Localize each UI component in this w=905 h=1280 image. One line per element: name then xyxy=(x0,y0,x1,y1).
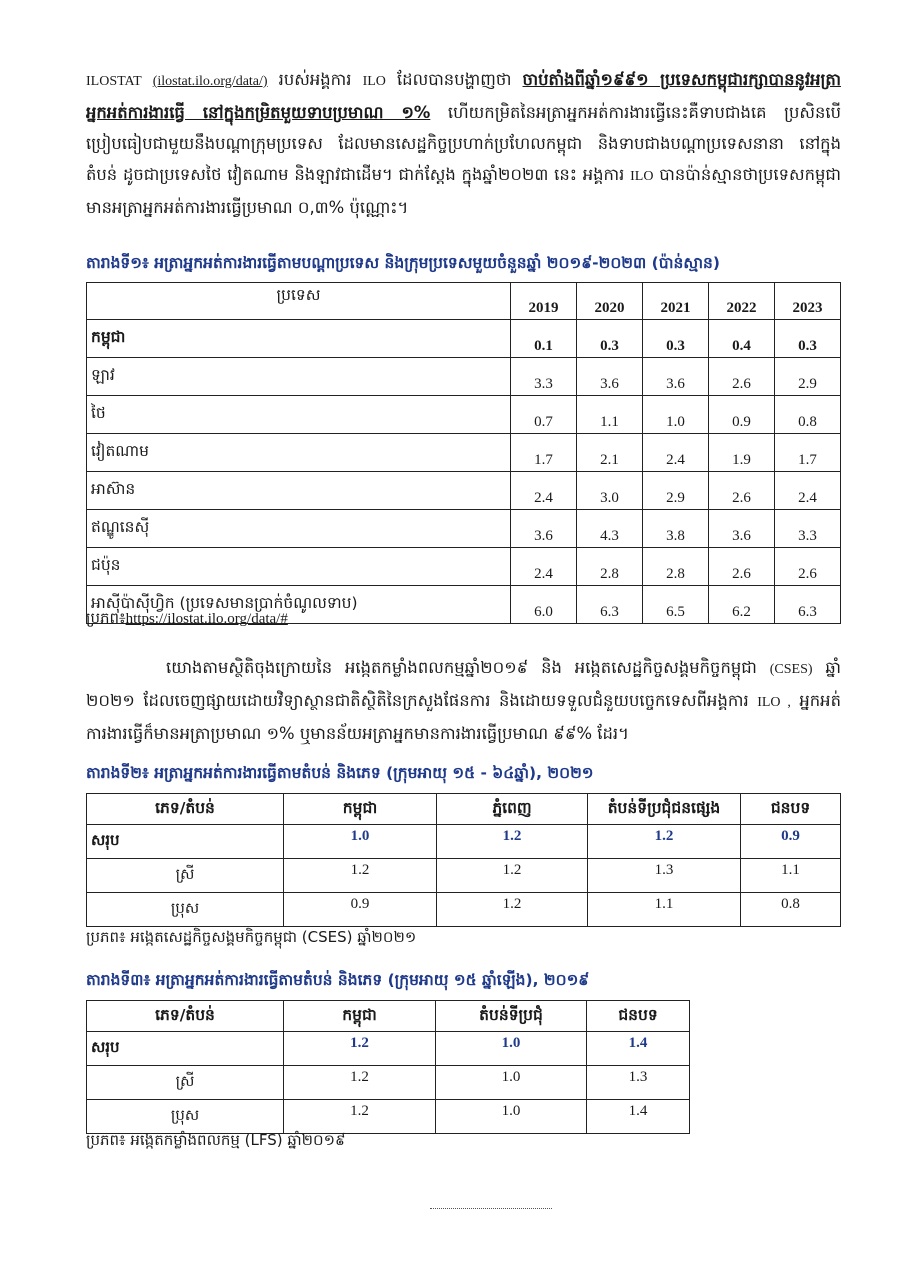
cell-value: 1.2 xyxy=(588,825,741,859)
table2-header-row xyxy=(87,794,841,825)
column-header: ជនបទ xyxy=(741,794,841,825)
cell-value: 6.2 xyxy=(709,586,775,624)
cell-value: 2.8 xyxy=(577,548,643,586)
column-header: ភេទ/តំបន់ xyxy=(87,1001,284,1032)
cell-value: 1.9 xyxy=(709,434,775,472)
column-header: ភេទ/តំបន់ xyxy=(87,794,284,825)
table-row xyxy=(87,548,841,586)
cell-value: 3.6 xyxy=(709,510,775,548)
cell-value: 3.8 xyxy=(643,510,709,548)
table2 xyxy=(86,793,841,927)
table1-year: 2019 xyxy=(511,283,577,320)
ilo-label: ILO xyxy=(362,74,386,89)
cell-value: 1.1 xyxy=(741,859,841,893)
intro-highlight: ចាប់តាំងពីឆ្នាំ១៩៩១ ប្រទេសកម្ពុជារក្សាបាននូវអត្រាអ្នកអត់ការងារធ្វើ នៅក្នុងកម្រិតមួយទាបប្រមាណ ១% xyxy=(86,70,842,122)
column-header: កម្ពុជា xyxy=(284,794,437,825)
table-row xyxy=(87,472,841,510)
table-row xyxy=(87,859,841,893)
row-label: ប្រុស xyxy=(87,893,284,927)
cell-value: 1.7 xyxy=(511,434,577,472)
table1-year: 2021 xyxy=(643,283,709,320)
table-row xyxy=(87,358,841,396)
table-row xyxy=(87,434,841,472)
cell-value: 0.3 xyxy=(775,320,841,358)
paragraph-2 xyxy=(86,652,841,749)
cell-value: 0.3 xyxy=(643,320,709,358)
source-link[interactable]: https://ilostat.ilo.org/data/# xyxy=(125,611,288,627)
table3-header-row xyxy=(87,1001,690,1032)
cell-value: 2.9 xyxy=(775,358,841,396)
cell-value: 1.1 xyxy=(577,396,643,434)
table1-source xyxy=(86,609,288,631)
cell-value: 1.2 xyxy=(284,1066,436,1100)
row-label: សរុប xyxy=(87,825,284,859)
cell-value: 1.2 xyxy=(437,825,588,859)
table1-country-header: ប្រទេស xyxy=(87,283,511,320)
table2-caption: តារាងទី២៖ អត្រាអ្នកអត់ការងារធ្វើតាមតំបន់ និងភេទ (ក្រុមអាយុ ១៥ - ៦៤ឆ្នាំ), ២០២១ xyxy=(86,764,594,782)
cell-value: 1.3 xyxy=(587,1066,690,1100)
table-row xyxy=(87,510,841,548)
column-header: កម្ពុជា xyxy=(284,1001,436,1032)
cses-label: (CSES) xyxy=(769,662,813,677)
table-row xyxy=(87,396,841,434)
cell-value: 3.3 xyxy=(511,358,577,396)
para2-text-2: ឆ្នាំ ២០២១ ដែលចេញផ្សាយដោយវិទ្យាស្ថានជាតិស្ថិតិនៃក្រសួងផែនការ និងដោយទទួលជំនួយបច្ចេកទេសពីអង្គការ xyxy=(86,658,841,710)
intro-text-3: ហើយកម្រិតនៃអត្រាអ្នកអត់ការងារធ្វើនេះគឺទាបជាងគេ ប្រសិនបើប្រៀបធៀបជាមួយនឹងបណ្ដាក្រុមប្រទេស ដែលមានសេដ្ឋកិច្ចប្រហាក់ប្រហែលកម្ពុជា និងទាបជាងបណ្ដាប្រទេសនានា នៅក្នុងតំបន់ ដូចជាប្រទេសថៃ វៀតណាម និងឡាវជាដើម។ ជាក់ស្ដែង ក្នុងឆ្នាំ២០២៣ នេះ អង្គការ xyxy=(86,103,841,184)
country-name: កម្ពុជា xyxy=(87,320,511,358)
cell-value: 1.2 xyxy=(437,893,588,927)
table-row xyxy=(87,893,841,927)
cell-value: 0.9 xyxy=(709,396,775,434)
country-name: ឡាវ xyxy=(87,358,511,396)
cell-value: 3.3 xyxy=(775,510,841,548)
intro-text-4: បានប៉ាន់ស្មានថាប្រទេសកម្ពុជា មានអត្រាអ្នកអត់ការងារធ្វើប្រមាណ ០,៣% ប៉ុណ្ណោះ។ xyxy=(86,165,842,217)
ilo-label-2: ILO xyxy=(630,169,654,184)
row-label: ស្រី xyxy=(87,1066,284,1100)
source-label: ប្រភព៖ xyxy=(86,609,126,627)
cell-value: 1.2 xyxy=(284,859,437,893)
para2-text-1: យោងតាមស្ថិតិចុងក្រោយនៃ អង្កេតកម្លាំងពលកម្មឆ្នាំ២០១៩ និង អង្កេតសេដ្ឋកិច្ចសង្គមកិច្ចកម្ពុជា xyxy=(166,658,757,677)
column-header: ជនបទ xyxy=(587,1001,690,1032)
cell-value: 1.2 xyxy=(284,1032,436,1066)
table3-caption: តារាងទី៣៖ អត្រាអ្នកអត់ការងារធ្វើតាមតំបន់ និងភេទ (ក្រុមអាយុ ១៥ ឆ្នាំឡើង), ២០១៩ xyxy=(86,971,590,989)
table1-year: 2022 xyxy=(709,283,775,320)
cell-value: 2.6 xyxy=(709,472,775,510)
table-row xyxy=(87,1066,690,1100)
cell-value: 1.1 xyxy=(588,893,741,927)
column-header: តំបន់ទីប្រជុំ xyxy=(436,1001,587,1032)
cell-value: 2.4 xyxy=(511,472,577,510)
table-row xyxy=(87,825,841,859)
country-name: ឥណ្ឌូនេស៊ី xyxy=(87,510,511,548)
ilo-label-3: ILO , xyxy=(757,695,791,710)
cell-value: 3.6 xyxy=(511,510,577,548)
cell-value: 1.2 xyxy=(437,859,588,893)
country-name: ជប៉ុន xyxy=(87,548,511,586)
ilostat-link[interactable]: (ilostat.ilo.org/data/) xyxy=(152,74,268,89)
cell-value: 0.7 xyxy=(511,396,577,434)
cell-value: 0.9 xyxy=(284,893,437,927)
cell-value: 1.3 xyxy=(588,859,741,893)
table3-source: ប្រភព៖ អង្កេតកម្លាំងពលកម្ម (LFS) ឆ្នាំ២០១៩ xyxy=(86,1131,346,1149)
country-name: ថៃ xyxy=(87,396,511,434)
cell-value: 0.3 xyxy=(577,320,643,358)
table1-caption: តារាងទី១៖ អត្រាអ្នកអត់ការងារធ្វើតាមបណ្ដាប្រទេស និងក្រុមប្រទេសមួយចំនួនឆ្នាំ ២០១៩-២០២៣ (ប៉ាន់ស្មាន) xyxy=(86,254,720,272)
cell-value: 2.1 xyxy=(577,434,643,472)
table1-year: 2023 xyxy=(775,283,841,320)
intro-text-1: របស់អង្គការ xyxy=(278,70,352,89)
cell-value: 0.1 xyxy=(511,320,577,358)
cell-value: 6.0 xyxy=(511,586,577,624)
cell-value: 3.6 xyxy=(643,358,709,396)
table1-header-row xyxy=(87,283,841,320)
row-label: ប្រុស xyxy=(87,1100,284,1134)
cell-value: 0.9 xyxy=(741,825,841,859)
cell-value: 2.4 xyxy=(775,472,841,510)
cell-value: 1.0 xyxy=(643,396,709,434)
country-name: អាស៊ាន xyxy=(87,472,511,510)
column-header: តំបន់ទីប្រជុំជនផ្សេង xyxy=(588,794,741,825)
country-name: វៀតណាម xyxy=(87,434,511,472)
cell-value: 3.0 xyxy=(577,472,643,510)
cell-value: 3.6 xyxy=(577,358,643,396)
ilostat-label: ILOSTAT xyxy=(86,74,142,89)
table1-year: 2020 xyxy=(577,283,643,320)
cell-value: 0.8 xyxy=(775,396,841,434)
table-row xyxy=(87,320,841,358)
cell-value: 1.0 xyxy=(436,1032,587,1066)
table1 xyxy=(86,282,841,624)
intro-text-2: ដែលបានបង្ហាញថា xyxy=(396,70,512,89)
row-label: ស្រី xyxy=(87,859,284,893)
row-label: សរុប xyxy=(87,1032,284,1066)
cell-value: 6.3 xyxy=(775,586,841,624)
cell-value: 2.6 xyxy=(709,358,775,396)
cell-value: 2.6 xyxy=(775,548,841,586)
cell-value: 6.5 xyxy=(643,586,709,624)
table2-source: ប្រភព៖ អង្កេតសេដ្ឋកិច្ចសង្គមកិច្ចកម្ពុជា (CSES) ឆ្នាំ២០២១ xyxy=(86,928,417,946)
table-row xyxy=(87,1032,690,1066)
cell-value: 2.6 xyxy=(709,548,775,586)
cell-value: 1.7 xyxy=(775,434,841,472)
cell-value: 1.0 xyxy=(436,1066,587,1100)
cell-value: 1.0 xyxy=(284,825,437,859)
cell-value: 1.4 xyxy=(587,1100,690,1134)
cell-value: 2.4 xyxy=(643,434,709,472)
cell-value: 0.8 xyxy=(741,893,841,927)
table-row xyxy=(87,1100,690,1134)
cell-value: 6.3 xyxy=(577,586,643,624)
country-name: អាស៊ីប៉ាស៊ីហ្វិក (ប្រទេសមានប្រាក់ចំណូលទាប) xyxy=(87,586,511,624)
cell-value: 2.9 xyxy=(643,472,709,510)
cell-value: 0.4 xyxy=(709,320,775,358)
para2-text-3: អ្នកអត់ការងារធ្វើក៏មានអត្រាប្រមាណ ១% ឬមានន័យអត្រាអ្នកមានការងារធ្វើប្រមាណ ៩៩% ដែរ។ xyxy=(86,691,841,743)
column-header: ភ្នំពេញ xyxy=(437,794,588,825)
cell-value: 2.8 xyxy=(643,548,709,586)
cell-value: 4.3 xyxy=(577,510,643,548)
cell-value: 1.2 xyxy=(284,1100,436,1134)
cell-value: 2.4 xyxy=(511,548,577,586)
cell-value: 1.0 xyxy=(436,1100,587,1134)
table3 xyxy=(86,1000,690,1134)
intro-paragraph xyxy=(86,64,841,223)
cell-value: 1.4 xyxy=(587,1032,690,1066)
footer-divider xyxy=(430,1208,552,1209)
